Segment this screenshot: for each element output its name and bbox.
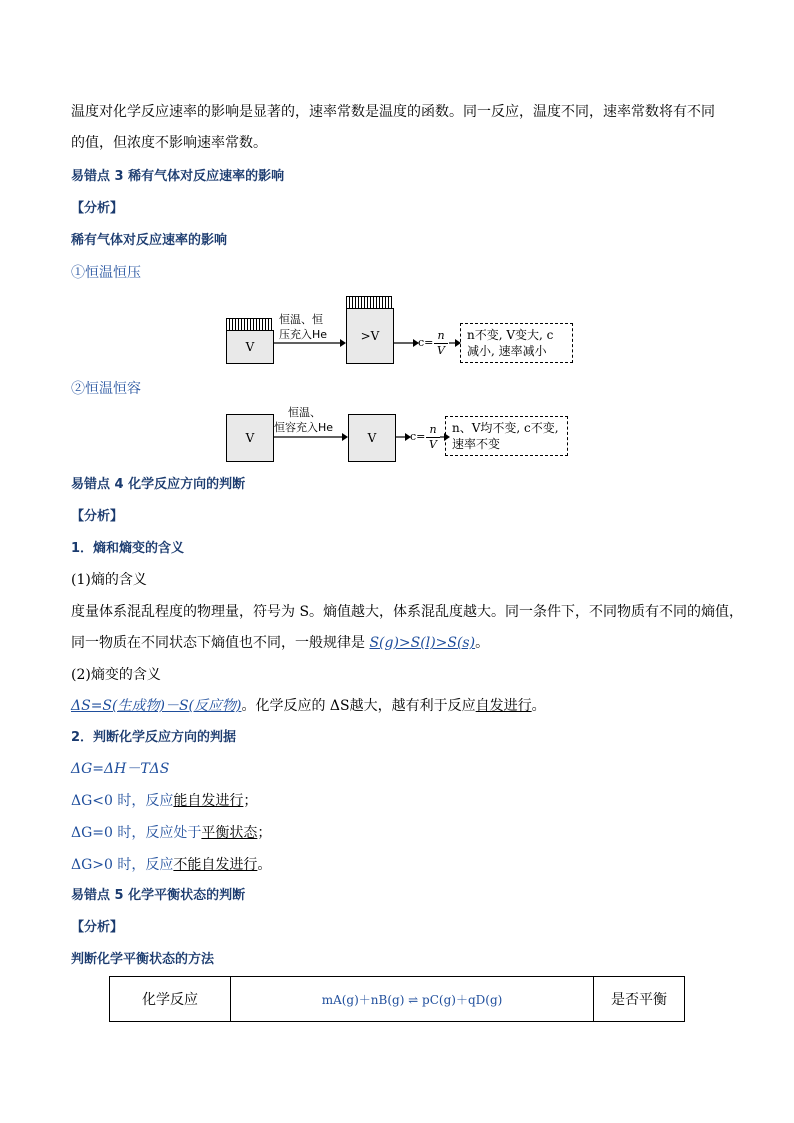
arrow-icon — [395, 432, 411, 442]
container-box-right: V — [348, 414, 396, 462]
point4-title: 易错点 4 化学反应方向的判断 — [71, 477, 246, 492]
s1-sub2: (2)熵变的含义 — [71, 667, 161, 683]
text-span: ； — [257, 825, 272, 841]
arrow-label: 恒温、恒 — [279, 313, 323, 326]
analysis-label: 【分析】 — [71, 509, 124, 524]
point3-subtitle: 稀有气体对反应速率的影响 — [71, 233, 228, 248]
underlined-text: 平衡状态 — [201, 825, 258, 841]
entropy-change-formula: ΔS=S(生成物)－S(反应物) — [71, 698, 242, 714]
analysis-label: 【分析】 — [71, 201, 124, 216]
container-box-left: V — [226, 330, 274, 364]
formula-denominator: V — [437, 344, 445, 357]
text-span: 。 — [531, 698, 546, 714]
formula-denominator: V — [429, 438, 437, 451]
criterion-line — [71, 856, 271, 874]
text-span: 。化学反应的 ΔS越大，越有利于反应 — [241, 698, 476, 714]
formula-c: c= — [418, 336, 434, 349]
result-line: 速率不变 — [452, 437, 501, 451]
result-box — [460, 323, 573, 363]
underlined-text: 自发进行 — [475, 698, 532, 714]
table-header-cell: 化学反应 — [110, 977, 231, 1022]
text-span: ΔG=0 时，反应处于 — [71, 825, 202, 841]
text-span: 。 — [475, 635, 490, 651]
arrow-icon — [274, 432, 348, 442]
s2-title: 2．判断化学反应方向的判据 — [71, 730, 237, 745]
table-header-cell: mA(g)＋nB(g) ⇌ pC(g)＋qD(g) — [231, 977, 594, 1022]
point5-subtitle: 判断化学平衡状态的方法 — [71, 952, 215, 967]
result-line: 减小, 速率减小 — [467, 344, 547, 358]
s1-paragraph-line — [71, 634, 489, 652]
formula-c: c= — [410, 430, 426, 443]
s1-sub1: (1)熵的含义 — [71, 572, 147, 588]
arrow-icon — [393, 338, 419, 348]
text-span: 。 — [257, 857, 272, 873]
paragraph-line: 的值，但浓度不影响速率常数。 — [71, 135, 267, 151]
s1-title: 1．熵和熵变的含义 — [71, 541, 185, 556]
s1-paragraph-line: 度量体系混乱程度的物理量，符号为 S。熵值越大，体系混乱度越大。同一条件下，不同物质有不同的熵值， — [71, 604, 744, 620]
criterion-line — [71, 792, 257, 810]
point3-title: 易错点 3 稀有气体对反应速率的影响 — [71, 169, 285, 184]
arrow-label: 恒容充入He — [274, 421, 334, 434]
equilibrium-table — [109, 976, 685, 1022]
text-span: 同一物质在不同状态下熵值也不同，一般规律是 — [71, 635, 370, 651]
entropy-order: S(g)>S(l)>S(s) — [369, 635, 476, 651]
text-span: ΔG<0 时，反应 — [71, 793, 174, 809]
s1-entropy-change-line — [71, 697, 546, 715]
gibbs-formula: ΔG=ΔH－TΔS — [71, 761, 170, 777]
container-box-left: V — [226, 414, 274, 462]
formula-numerator: n — [437, 329, 445, 342]
formula-numerator: n — [429, 423, 437, 436]
arrow-label: 压充入He — [279, 328, 328, 341]
result-box — [445, 416, 568, 456]
arrow-label: 恒温、 — [288, 406, 321, 419]
case2-title: ②恒温恒容 — [71, 381, 141, 397]
underlined-text: 能自发进行 — [173, 793, 244, 809]
case1-title: ①恒温恒压 — [71, 265, 141, 281]
table-row — [110, 977, 685, 1022]
result-line: n不变, V变大, c — [467, 328, 554, 342]
result-line: n、V均不变, c不变, — [452, 421, 559, 435]
criterion-line — [71, 824, 271, 842]
text-span: ； — [243, 793, 258, 809]
text-span: ΔG>0 时，反应 — [71, 857, 174, 873]
table-header-cell: 是否平衡 — [594, 977, 685, 1022]
arrow-icon — [274, 338, 346, 348]
analysis-label: 【分析】 — [71, 920, 124, 935]
underlined-text: 不能自发进行 — [173, 857, 258, 873]
point5-title: 易错点 5 化学平衡状态的判断 — [71, 888, 246, 903]
container-box-right: >V — [346, 308, 394, 364]
paragraph-line: 温度对化学反应速率的影响是显著的，速率常数是温度的函数。同一反应，温度不同，速率常数将有不同 — [71, 104, 715, 120]
